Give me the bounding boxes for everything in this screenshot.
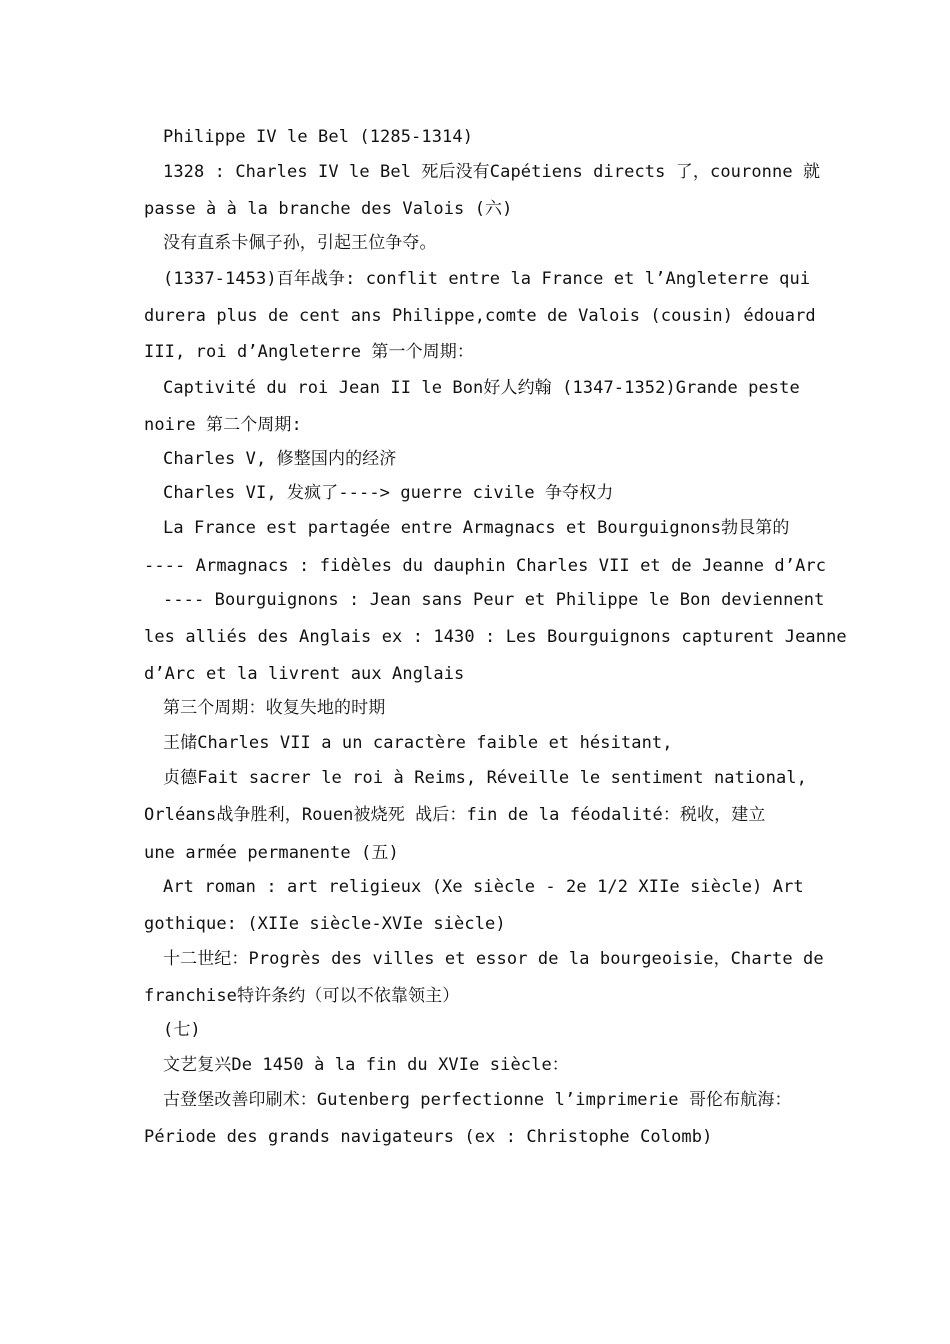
text-line: Période des grands navigateurs (ex : Christophe Colomb) [144,1127,713,1147]
text-line: 王储Charles VII a un caractère faible et hésitant, [163,733,673,753]
text-line: 贞德Fait sacrer le roi à Reims, Réveille le sentiment national, [163,768,807,788]
text-line: d’Arc et la livrent aux Anglais [144,664,465,684]
text-line: gothique: (XIIe siècle-XVIe siècle) [144,914,506,934]
text-line: 十二世纪：Progrès des villes et essor de la bourgeoisie，Charte de [163,949,824,969]
text-line: (七) [163,1020,201,1040]
text-line: 古登堡改善印刷术：Gutenberg perfectionne l’imprimerie 哥伦布航海： [163,1090,792,1110]
text-line: durera plus de cent ans Philippe,comte de Valois (cousin) édouard [144,306,816,326]
text-line: Art roman : art religieux (Xe siècle - 2e 1/2 XIIe siècle) Art [163,877,804,897]
text-line: 没有直系卡佩子孙，引起王位争夺。 [163,233,437,253]
text-line: 1328 : Charles IV le Bel 死后没有Capétiens directs 了，couronne 就 [163,162,821,182]
text-line: noire 第二个周期: [144,415,302,435]
text-line: une armée permanente (五) [144,843,399,863]
text-line: Orléans战争胜利，Rouen被烧死 战后：fin de la féodalité：税收，建立 [144,805,766,825]
text-line: 第三个周期：收复失地的时期 [163,698,386,718]
text-line: Philippe IV le Bel (1285-1314) [163,127,474,147]
text-line: (1337-1453)百年战争: conflit entre la France et l’Angleterre qui [163,269,811,289]
text-line: Captivité du roi Jean II le Bon好人约翰 (1347-1352)Grande peste [163,378,800,398]
text-line: La France est partagée entre Armagnacs et Bourguignons勃艮第的 [163,518,790,538]
text-line: 文艺复兴De 1450 à la fin du XVIe siècle： [163,1055,569,1075]
text-line: franchise特许条约（可以不依靠领主） [144,986,460,1006]
text-line: passe à à la branche des Valois (六) [144,199,513,219]
text-line: Charles V, 修整国内的经济 [163,449,397,469]
text-line: III, roi d’Angleterre 第一个周期： [144,342,474,362]
text-line: ---- Armagnacs : fidèles du dauphin Charles VII et de Jeanne d’Arc [144,556,827,576]
text-line: ---- Bourguignons : Jean sans Peur et Philippe le Bon deviennent [163,590,825,610]
text-line: les alliés des Anglais ex : 1430 : Les Bourguignons capturent Jeanne [144,627,847,647]
text-line: Charles VI, 发疯了----> guerre civile 争夺权力 [163,483,614,503]
